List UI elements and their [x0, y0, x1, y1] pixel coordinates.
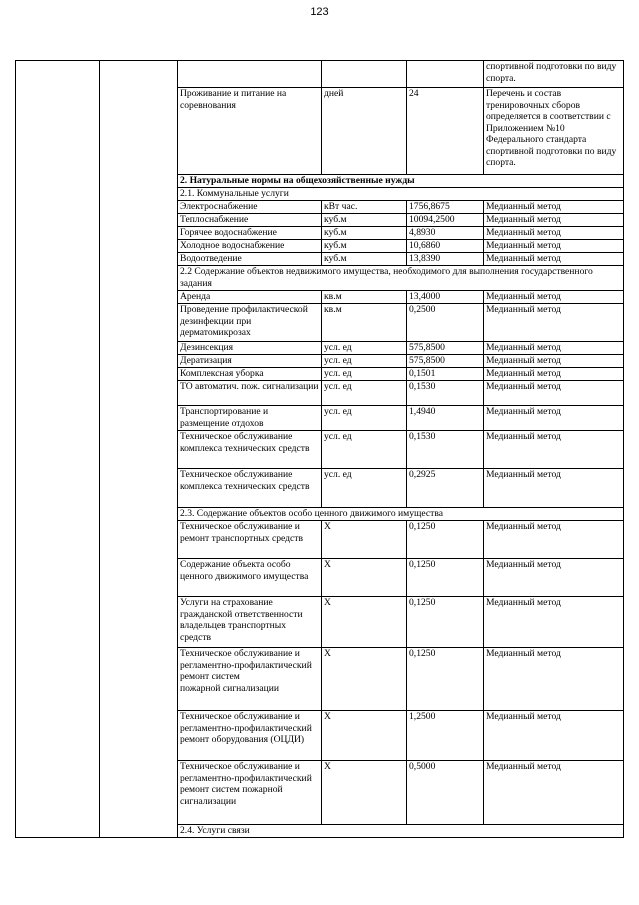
unit-cell: усл. ед — [322, 355, 407, 368]
value-cell: 0,1250 — [407, 559, 484, 597]
table-row — [16, 61, 624, 88]
norms-table — [15, 60, 624, 838]
unit-cell: усл. ед — [322, 368, 407, 381]
unit-cell: куб.м — [322, 227, 407, 240]
method-cell: Медианный метод — [484, 597, 624, 648]
norm-name-cell: Услуги на страхование гражданской ответственности владельцев транспортных средств — [178, 597, 322, 648]
unit-cell: X — [322, 711, 407, 761]
section-heading: 2.1. Коммунальные услуги — [178, 188, 624, 201]
value-cell: 4,8930 — [407, 227, 484, 240]
norm-name-cell: Транспортирование и размещение отдохов — [178, 406, 322, 431]
method-cell: Медианный метод — [484, 214, 624, 227]
norm-name-cell: Дератизация — [178, 355, 322, 368]
value-cell: 575,8500 — [407, 355, 484, 368]
value-cell: 24 — [407, 88, 484, 175]
norm-name-cell: Содержание объекта особо ценного движимого имущества — [178, 559, 322, 597]
unit-cell: X — [322, 761, 407, 825]
unit-cell: куб.м — [322, 214, 407, 227]
value-cell: 0,5000 — [407, 761, 484, 825]
method-cell: Медианный метод — [484, 201, 624, 214]
method-cell: Медианный метод — [484, 342, 624, 355]
norm-name-cell: Техническое обслуживание комплекса технических средств — [178, 431, 322, 469]
unit-cell — [322, 61, 407, 88]
method-cell: Медианный метод — [484, 291, 624, 304]
unit-cell: X — [322, 597, 407, 648]
norm-name-cell: Теплоснабжение — [178, 214, 322, 227]
norm-name-cell: Проживание и питание на соревнования — [178, 88, 322, 175]
norm-name-cell: Комплексная уборка — [178, 368, 322, 381]
value-cell: 1756,8675 — [407, 201, 484, 214]
method-cell: Медианный метод — [484, 368, 624, 381]
value-cell: 13,4000 — [407, 291, 484, 304]
unit-cell: X — [322, 648, 407, 711]
value-cell: 10094,2500 — [407, 214, 484, 227]
norms-table-body — [16, 61, 624, 838]
value-cell: 575,8500 — [407, 342, 484, 355]
norm-name-cell: Техническое обслуживание и регламентно-профилактический ремонт систем пожарной сигнализации — [178, 761, 322, 825]
unit-cell: куб.м — [322, 240, 407, 253]
unit-cell: усл. ед — [322, 381, 407, 406]
norm-name-cell: Горячее водоснабжение — [178, 227, 322, 240]
method-cell: Медианный метод — [484, 406, 624, 431]
value-cell: 0,1501 — [407, 368, 484, 381]
unit-cell: усл. ед — [322, 469, 407, 508]
method-cell: Медианный метод — [484, 761, 624, 825]
unit-cell: куб.м — [322, 253, 407, 266]
left-blank-cell — [16, 61, 100, 838]
unit-cell: усл. ед — [322, 406, 407, 431]
norm-name-cell: Техническое обслуживание комплекса технических средств — [178, 469, 322, 508]
value-cell: 0,2925 — [407, 469, 484, 508]
norm-name-cell: Дезинсекция — [178, 342, 322, 355]
unit-cell: усл. ед — [322, 342, 407, 355]
norm-name-cell: Водоотведение — [178, 253, 322, 266]
value-cell: 0,1530 — [407, 431, 484, 469]
method-cell: Медианный метод — [484, 711, 624, 761]
method-cell: спортивной подготовки по виду спорта. — [484, 61, 624, 88]
method-cell: Медианный метод — [484, 381, 624, 406]
norm-name-cell: Техническое обслуживание и регламентно-профилактический ремонт оборудования (ОЦДИ) — [178, 711, 322, 761]
norm-name-cell: Техническое обслуживание и ремонт транспортных средств — [178, 521, 322, 559]
method-cell: Медианный метод — [484, 559, 624, 597]
method-cell: Медианный метод — [484, 304, 624, 342]
section-heading: 2.4. Услуги связи — [178, 825, 624, 838]
method-cell: Медианный метод — [484, 253, 624, 266]
value-cell: 1,2500 — [407, 711, 484, 761]
norm-name-cell: Проведение профилактической дезинфекции при дерматомикрозах — [178, 304, 322, 342]
page-number: 123 — [310, 6, 329, 18]
unit-cell: X — [322, 559, 407, 597]
norm-name-cell: Электроснабжение — [178, 201, 322, 214]
value-cell: 13,8390 — [407, 253, 484, 266]
value-cell: 0,2500 — [407, 304, 484, 342]
norm-name-cell: ТО автоматич. пож. сигнализации — [178, 381, 322, 406]
norm-name-cell: Аренда — [178, 291, 322, 304]
value-cell — [407, 61, 484, 88]
section-heading: 2.3. Содержание объектов особо ценного движимого имущества — [178, 508, 624, 521]
norm-name-cell — [178, 61, 322, 88]
unit-cell: дней — [322, 88, 407, 175]
value-cell: 0,1250 — [407, 597, 484, 648]
section-heading: 2. Натуральные нормы на общехозяйственные нужды — [178, 175, 624, 188]
value-cell: 0,1250 — [407, 648, 484, 711]
method-cell: Медианный метод — [484, 227, 624, 240]
method-cell: Медианный метод — [484, 355, 624, 368]
method-cell: Медианный метод — [484, 431, 624, 469]
norm-name-cell: Холодное водоснабжение — [178, 240, 322, 253]
method-cell: Медианный метод — [484, 521, 624, 559]
value-cell: 0,1250 — [407, 521, 484, 559]
unit-cell: усл. ед — [322, 431, 407, 469]
method-cell: Медианный метод — [484, 240, 624, 253]
unit-cell: кВт час. — [322, 201, 407, 214]
section-heading: 2.2 Содержание объектов недвижимого имущества, необходимого для выполнения государственного задания — [178, 266, 624, 291]
method-cell: Медианный метод — [484, 648, 624, 711]
norm-name-cell: Техническое обслуживание и регламентно-профилактический ремонт систем пожарной сигнализации — [178, 648, 322, 711]
unit-cell: кв.м — [322, 291, 407, 304]
unit-cell: X — [322, 521, 407, 559]
value-cell: 10,6860 — [407, 240, 484, 253]
value-cell: 1,4940 — [407, 406, 484, 431]
value-cell: 0,1530 — [407, 381, 484, 406]
unit-cell: кв.м — [322, 304, 407, 342]
method-cell: Медианный метод — [484, 469, 624, 508]
method-cell: Перечень и состав тренировочных сборов определяется в соответствии с Приложением №10 Федерального стандарта спортивной подготовки по виду спорта. — [484, 88, 624, 175]
second-blank-cell — [100, 61, 178, 838]
